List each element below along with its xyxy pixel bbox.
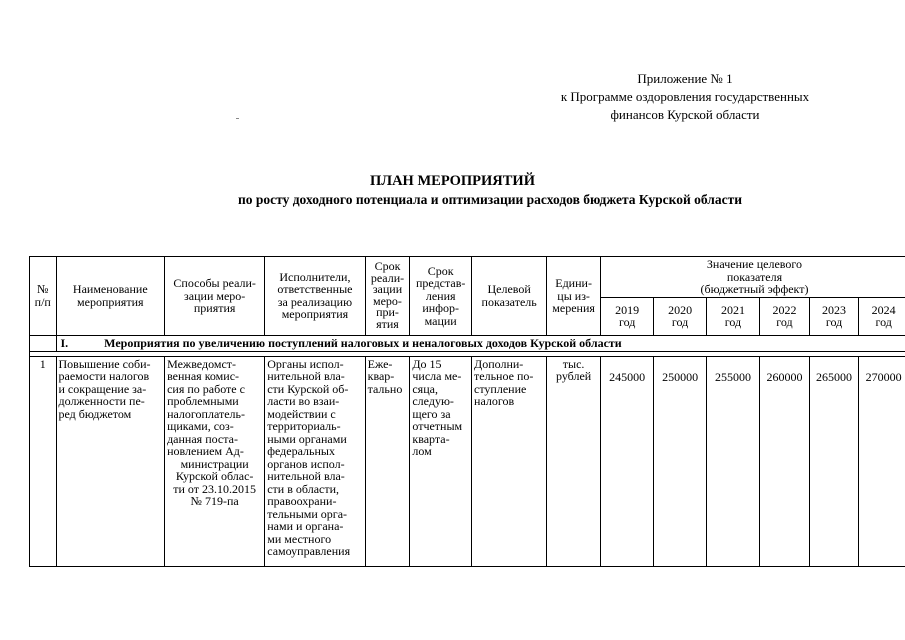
header-executors: Исполнители, ответственные за реализацию мероприятия: [265, 257, 365, 336]
header-methods: Способы реали- зации меро- приятия: [165, 257, 265, 336]
document-title: ПЛАН МЕРОПРИЯТИЙ: [370, 173, 535, 189]
appendix-block: [500, 70, 870, 124]
row-term: Еже- квар- тально: [365, 356, 410, 566]
plan-table-container: [29, 256, 905, 574]
header-year: 2024 год: [859, 297, 905, 335]
row-report-deadline: До 15 числа ме- сяца, следую- щего за отчетным кварта- лом: [410, 356, 472, 566]
header-year: 2020 год: [654, 297, 706, 335]
header-value-group: Значение целевого показателя (бюджетный эффект): [600, 257, 905, 298]
header-year: 2022 год: [760, 297, 810, 335]
row-value-2022: 260000: [760, 356, 810, 566]
row-value-2023: 265000: [809, 356, 859, 566]
section-spacer: [30, 335, 57, 351]
appendix-line-3: финансов Курской области: [610, 107, 760, 122]
scan-speck: [236, 118, 239, 119]
section-heading: [56, 335, 905, 351]
header-report: Срок представ- ления инфор- мации: [410, 257, 472, 336]
header-term: Срок реали- зации меро- при- ятия: [365, 257, 410, 336]
row-name: Повышение соби- раемости налогов и сокращение за- долженности пе- ред бюджетом: [56, 356, 165, 566]
header-num: № п/п: [30, 257, 57, 336]
row-number: 1: [30, 356, 57, 566]
row-executors: Органы испол- нительной вла- сти Курской об- ласти во взаи- модействии с территориаль- ными органами федеральных органов испол- нительной вла- сти в области, правоохрани- тельными орга- нами и органа- ми местного самоуправления: [265, 356, 365, 566]
row-methods: Межведомст- венная комис- сия по работе с проблемными налогоплатель- щиками, соз- данная поста- новлением Ад- министрации Курской облас- ти от 23.10.2015 № 719-па: [165, 356, 265, 566]
header-year: 2019 год: [600, 297, 653, 335]
table-row: [30, 356, 905, 566]
appendix-line-1: Приложение № 1: [637, 71, 733, 86]
row-value-2021: 255000: [706, 356, 759, 566]
row-value-2019: 245000: [600, 356, 653, 566]
plan-table: [29, 256, 905, 567]
header-indicator: Целевой показатель: [472, 257, 547, 336]
appendix-line-2: к Программе оздоровления государственных: [560, 89, 810, 104]
document-subtitle: по росту доходного потенциала и оптимизации расходов бюджета Курской области: [238, 192, 742, 207]
section-title: Мероприятия по увеличению поступлений налоговых и неналоговых доходов Курской области: [104, 335, 622, 350]
header-year: 2021 год: [706, 297, 759, 335]
row-indicator: Дополни- тельное по- ступление налогов: [472, 356, 547, 566]
header-name: Наименование мероприятия: [56, 257, 165, 336]
row-value-2024: 270000: [859, 356, 905, 566]
row-unit: тыс. рублей: [547, 356, 601, 566]
header-year: 2023 год: [809, 297, 859, 335]
section-number: I.: [60, 335, 69, 350]
row-value-2020: 250000: [654, 356, 706, 566]
section-row: [30, 335, 905, 351]
header-unit: Едини- цы из- мерения: [547, 257, 601, 336]
